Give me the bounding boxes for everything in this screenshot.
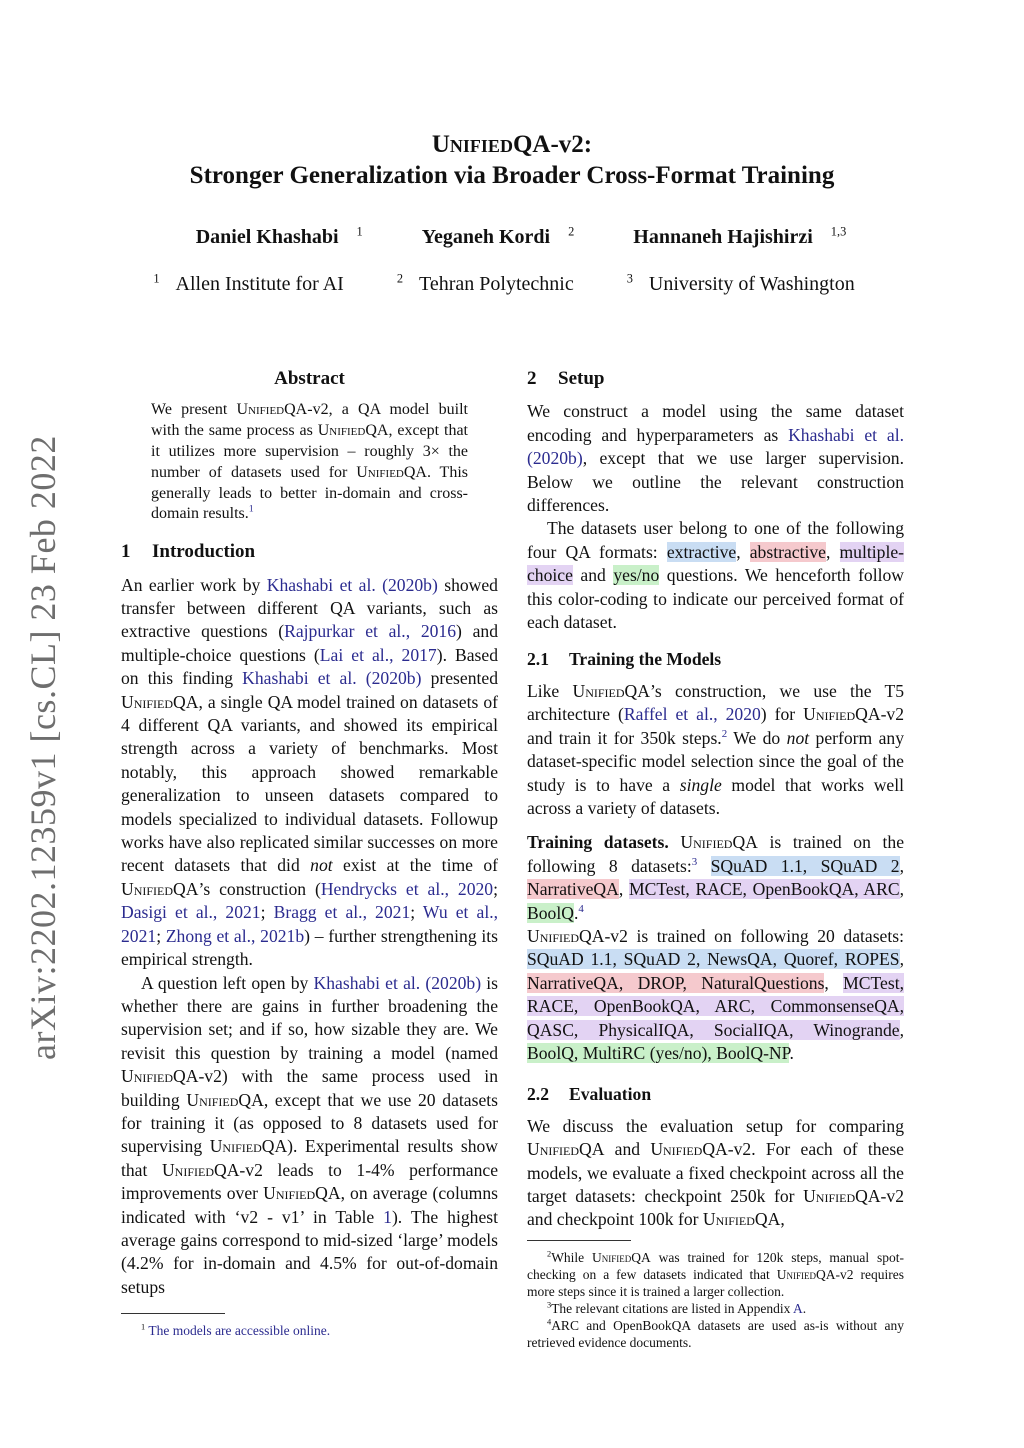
section-heading-setup: 2 Setup	[527, 368, 605, 389]
affiliation: $^1$ Allen Institute for AI	[153, 271, 344, 295]
intro-paragraph-2: A question left open by Khashabi et al. (2020b) is whether there are gains in further broadening the supervision set; and if so, how sizable they are. We revisit this question by training a model (named UnifiedQA-v2) with the same process used in building UnifiedQA, except that we use 20 datasets for training it (as opposed to 8 datasets used for supervising UnifiedQA). Experimental results show that UnifiedQA-v2 leads to 1-4% performance improvements over UnifiedQA, on average (columns indicated with ‘v2 - v1’ in Table 1). The highest average gains correspond to mid-sized ‘large’ models (4.2% for in-domain and 4.5% for out-of-domain setups	[121, 972, 499, 1297]
appendix-reference-link[interactable]: A	[793, 1300, 803, 1316]
subsection-heading-training: 2.1 Training the Models	[527, 649, 722, 670]
citation-link[interactable]: (2020b)	[382, 574, 438, 595]
arxiv-sidebar-stamp: arXiv:2202.12359v1 [cs.CL] 23 Feb 2022	[23, 435, 63, 1060]
citation-link[interactable]: Khashabi et al.	[313, 972, 421, 993]
evaluation-paragraph: We discuss the evaluation setup for comparing UnifiedQA and UnifiedQA-v2. For each of these models, we evaluate a fixed checkpoint across all the target datasets: checkpoint 250k for UnifiedQA-v2 and checkpoint 100k for UnifiedQA,	[527, 1115, 904, 1230]
dataset-group-extractive: SQuAD 1.1, SQuAD 2	[710, 855, 900, 876]
section-heading-introduction: 1 Introduction	[121, 541, 256, 563]
format-tag-yes-no: yes/no	[613, 565, 660, 586]
dataset-group-yes-no: BoolQ	[527, 902, 574, 923]
right-column	[527, 364, 904, 1351]
footnote-marker[interactable]: 1	[248, 504, 254, 516]
citation-link[interactable]: Lai et al., 2017	[319, 644, 437, 665]
title-suffix: -v2:	[550, 131, 593, 158]
footnote-3: $^3$The relevant citations are listed in Appendix A.	[547, 1300, 807, 1316]
abstract-text: We present UnifiedQA-v2, a QA model built with the same process as UnifiedQA, except that it utilizes more supervision – roughly 3× the number of datasets used for UnifiedQA. This generally leads to better in-domain and cross-domain results.$^1$	[151, 401, 469, 523]
citation-link[interactable]: (2020b)	[425, 972, 482, 993]
citation-link[interactable]: Zhong et al., 2021b	[165, 925, 305, 946]
title-subtitle: Stronger Generalization via Broader Cross-Format Training	[189, 162, 835, 189]
author: Hannaneh Hajishirzi $^{1,3}$	[633, 224, 847, 248]
author: Yeganeh Kordi $^2$	[421, 224, 575, 248]
affiliation-list	[0, 273, 1024, 296]
dataset-group-yes-no-v2: BoolQ, MultiRC (yes/no), BoolQ-NP	[527, 1042, 790, 1063]
citation-link[interactable]: Hendrycks et al., 2020	[320, 878, 494, 899]
table-reference-link[interactable]: 1	[383, 1206, 392, 1227]
citation-link[interactable]: Raffel et al., 2020	[623, 704, 761, 725]
footnote-marker[interactable]: 2	[721, 727, 728, 740]
title-system-name: UnifiedQA	[431, 131, 551, 158]
paper-title	[0, 130, 1024, 192]
dataset-group-abstractive-v2: NarrativeQA, DROP, NaturalQuestions	[527, 972, 825, 993]
affiliation: $^2$ Tehran Polytechnic	[396, 271, 574, 295]
citation-link[interactable]: (2020b)	[365, 668, 422, 689]
dataset-group-abstractive: NarrativeQA	[527, 879, 619, 900]
citation-link[interactable]: Dasigi et al., 2021	[121, 902, 261, 923]
footnote-divider	[527, 1240, 631, 1241]
citation-link[interactable]: Khashabi et al.	[788, 424, 904, 445]
footnote-divider	[121, 1313, 225, 1314]
footnote-2: $^2$While UnifiedQA was trained for 120k steps, manual spot-checking on a few datasets indicated that UnifiedQA-v2 requires more steps since it is trained a larger collection.	[527, 1249, 904, 1299]
format-tag-extractive: extractive	[666, 541, 737, 562]
dataset-group-multiple-choice-v2: MCTest, RACE, OpenBookQA, ARC, CommonsenseQA, QASC, PhysicalIQA, SocialIQA, Winogrande	[527, 972, 904, 1040]
format-tag-multiple-choice: multiple-choice	[527, 541, 904, 586]
left-column	[121, 364, 498, 1339]
citation-link[interactable]: Bragg et al., 2021	[273, 902, 411, 923]
citation-link[interactable]: (2020b)	[527, 448, 583, 469]
author: Daniel Khashabi $^1$	[195, 224, 363, 248]
setup-paragraph-1: We construct a model using the same dataset encoding and hyperparameters as Khashabi et al. (2020b), except that we use larger supervision. Below we outline the relevant construction differences.	[527, 401, 904, 516]
intro-paragraph-1: An earlier work by Khashabi et al. (2020b) showed transfer between different QA variants, such as extractive questions (Rajpurkar et al., 2016) and multiple-choice questions (Lai et al., 2017). Based on this finding Khashabi et al. (2020b) presented UnifiedQA, a single QA model trained on datasets of 4 different QA variants, and showed its empirical strength across a variety of benchmarks. Most notably, this approach showed remarkable generalization to unseen datasets compared to models specialized to individual datasets. Followup works have also replicated similar successes on more recent datasets that did not exist at the time of UnifiedQA’s construction (Hendrycks et al., 2020; Dasigi et al., 2021; Bragg et al., 2021; Wu et al., 2021; Zhong et al., 2021b) – further strengthening its empirical strength.	[121, 574, 499, 970]
footnote-marker[interactable]: 4	[578, 902, 584, 915]
subsection-heading-evaluation: 2.2 Evaluation	[527, 1084, 652, 1105]
setup-paragraph-2: The datasets user belong to one of the following four QA formats: extractive, abstractive, multiple-choice and yes/no questions. We henceforth follow this color-coding to indicate our perceived format of each dataset.	[527, 518, 904, 633]
dataset-group-multiple-choice: MCTest, RACE, OpenBookQA, ARC	[628, 879, 900, 900]
citation-link[interactable]: Khashabi et al.	[242, 668, 357, 689]
footnote-marker[interactable]: 3	[691, 855, 698, 868]
footnote-1: $^1$ The models are accessible online.	[141, 1322, 331, 1339]
dataset-group-extractive-v2: SQuAD 1.1, SQuAD 2, NewsQA, Quoref, ROPES	[527, 949, 900, 970]
affiliation: $^3$ University of Washington	[626, 271, 855, 295]
abstract-heading: Abstract	[274, 368, 345, 389]
citation-link[interactable]: Khashabi et al.	[266, 574, 376, 595]
training-paragraph-1: Like UnifiedQA’s construction, we use the T5 architecture (Raffel et al., 2020) for UnifiedQA-v2 and train it for 350k steps.$^2$ We do not perform any dataset-specific model selection since the goal of the study is to have a single model that works well across a variety of datasets.	[527, 680, 905, 818]
models-online-link[interactable]: The models are accessible online.	[148, 1323, 331, 1339]
author-list	[0, 226, 1024, 249]
citation-link[interactable]: Wu et al., 2021	[121, 902, 498, 946]
format-tag-abstractive: abstractive	[749, 541, 826, 562]
footnote-4: $^4$ARC and OpenBookQA datasets are used as-is without any retrieved evidence documents.	[527, 1317, 904, 1350]
citation-link[interactable]: Rajpurkar et al., 2016	[284, 621, 457, 642]
training-datasets-paragraph: Training datasets. UnifiedQA is trained on the following 8 datasets:$^3$ SQuAD 1.1, SQuAD 2, NarrativeQA, MCTest, RACE, OpenBookQA, ARC, BoolQ.$^4$ UnifiedQA-v2 is trained on following 20 datasets: SQuAD 1.1, SQuAD 2, NewsQA, Quoref, ROPES, NarrativeQA, DROP, NaturalQuestions, MCTest, RACE, OpenBookQA, ARC, CommonsenseQA, QASC, PhysicalIQA, SocialIQA, Winogrande, BoolQ, MultiRC (yes/no), BoolQ-NP.	[527, 832, 905, 1063]
